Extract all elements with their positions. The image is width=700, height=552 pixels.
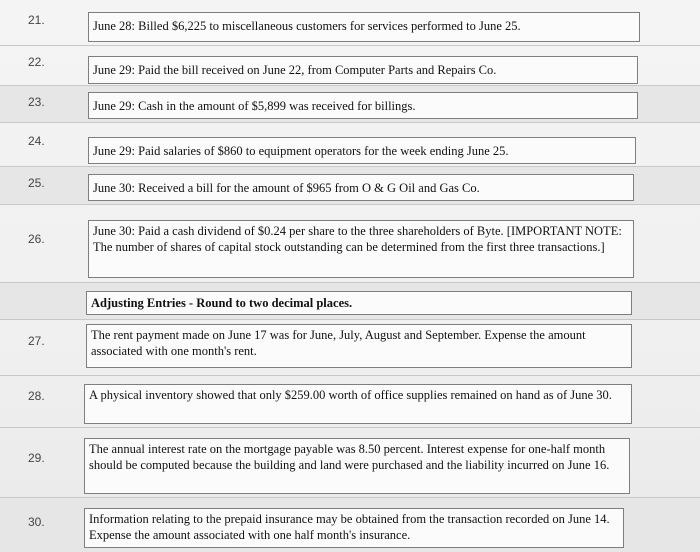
transaction-text[interactable]: June 29: Paid salaries of $860 to equipment operators for the week ending June 25. [88,137,636,164]
transaction-row-28 [0,376,700,428]
row-number: 21. [28,13,45,27]
adjusting-entries-row [0,283,700,320]
transaction-text[interactable]: The annual interest rate on the mortgage payable was 8.50 percent. Interest expense for one-half month should be computed because the building and land were purchased and the liability incurred on June 16. [84,438,630,494]
row-number: 29. [28,451,45,465]
transaction-row-24 [0,123,700,167]
row-number: 28. [28,389,45,403]
transaction-text[interactable]: Information relating to the prepaid insurance may be obtained from the transaction recorded on June 14. Expense the amount associated with one half month's insurance. [84,508,624,548]
transaction-row-29 [0,428,700,498]
row-number: 26. [28,232,45,246]
transaction-row-22 [0,46,700,86]
transaction-row-26 [0,205,700,283]
transaction-row-23 [0,86,700,123]
transaction-text[interactable]: June 29: Paid the bill received on June 22, from Computer Parts and Repairs Co. [88,56,638,84]
transaction-text[interactable]: June 28: Billed $6,225 to miscellaneous customers for services performed to June 25. [88,12,640,42]
transaction-text[interactable]: June 30: Received a bill for the amount of $965 from O & G Oil and Gas Co. [88,174,634,201]
adjusting-entries-heading: Adjusting Entries - Round to two decimal places. [86,291,632,315]
transaction-row-21 [0,0,700,46]
transaction-text[interactable]: The rent payment made on June 17 was for June, July, August and September. Expense the amount associated with one month's rent. [86,324,632,368]
row-number: 22. [28,55,45,69]
row-number: 30. [28,515,45,529]
transaction-text[interactable]: A physical inventory showed that only $259.00 worth of office supplies remained on hand as of June 30. [84,384,632,424]
row-number: 27. [28,334,45,348]
row-number: 23. [28,95,45,109]
transaction-row-27 [0,320,700,376]
transaction-text[interactable]: June 29: Cash in the amount of $5,899 was received for billings. [88,92,638,119]
row-number: 24. [28,134,45,148]
transaction-row-25 [0,167,700,205]
transaction-row-30 [0,498,700,552]
transaction-text[interactable]: June 30: Paid a cash dividend of $0.24 per share to the three shareholders of Byte. [IMPORTANT NOTE: The number of shares of capital stock outstanding can be determined from the first three transactions.] [88,220,634,278]
row-number: 25. [28,176,45,190]
